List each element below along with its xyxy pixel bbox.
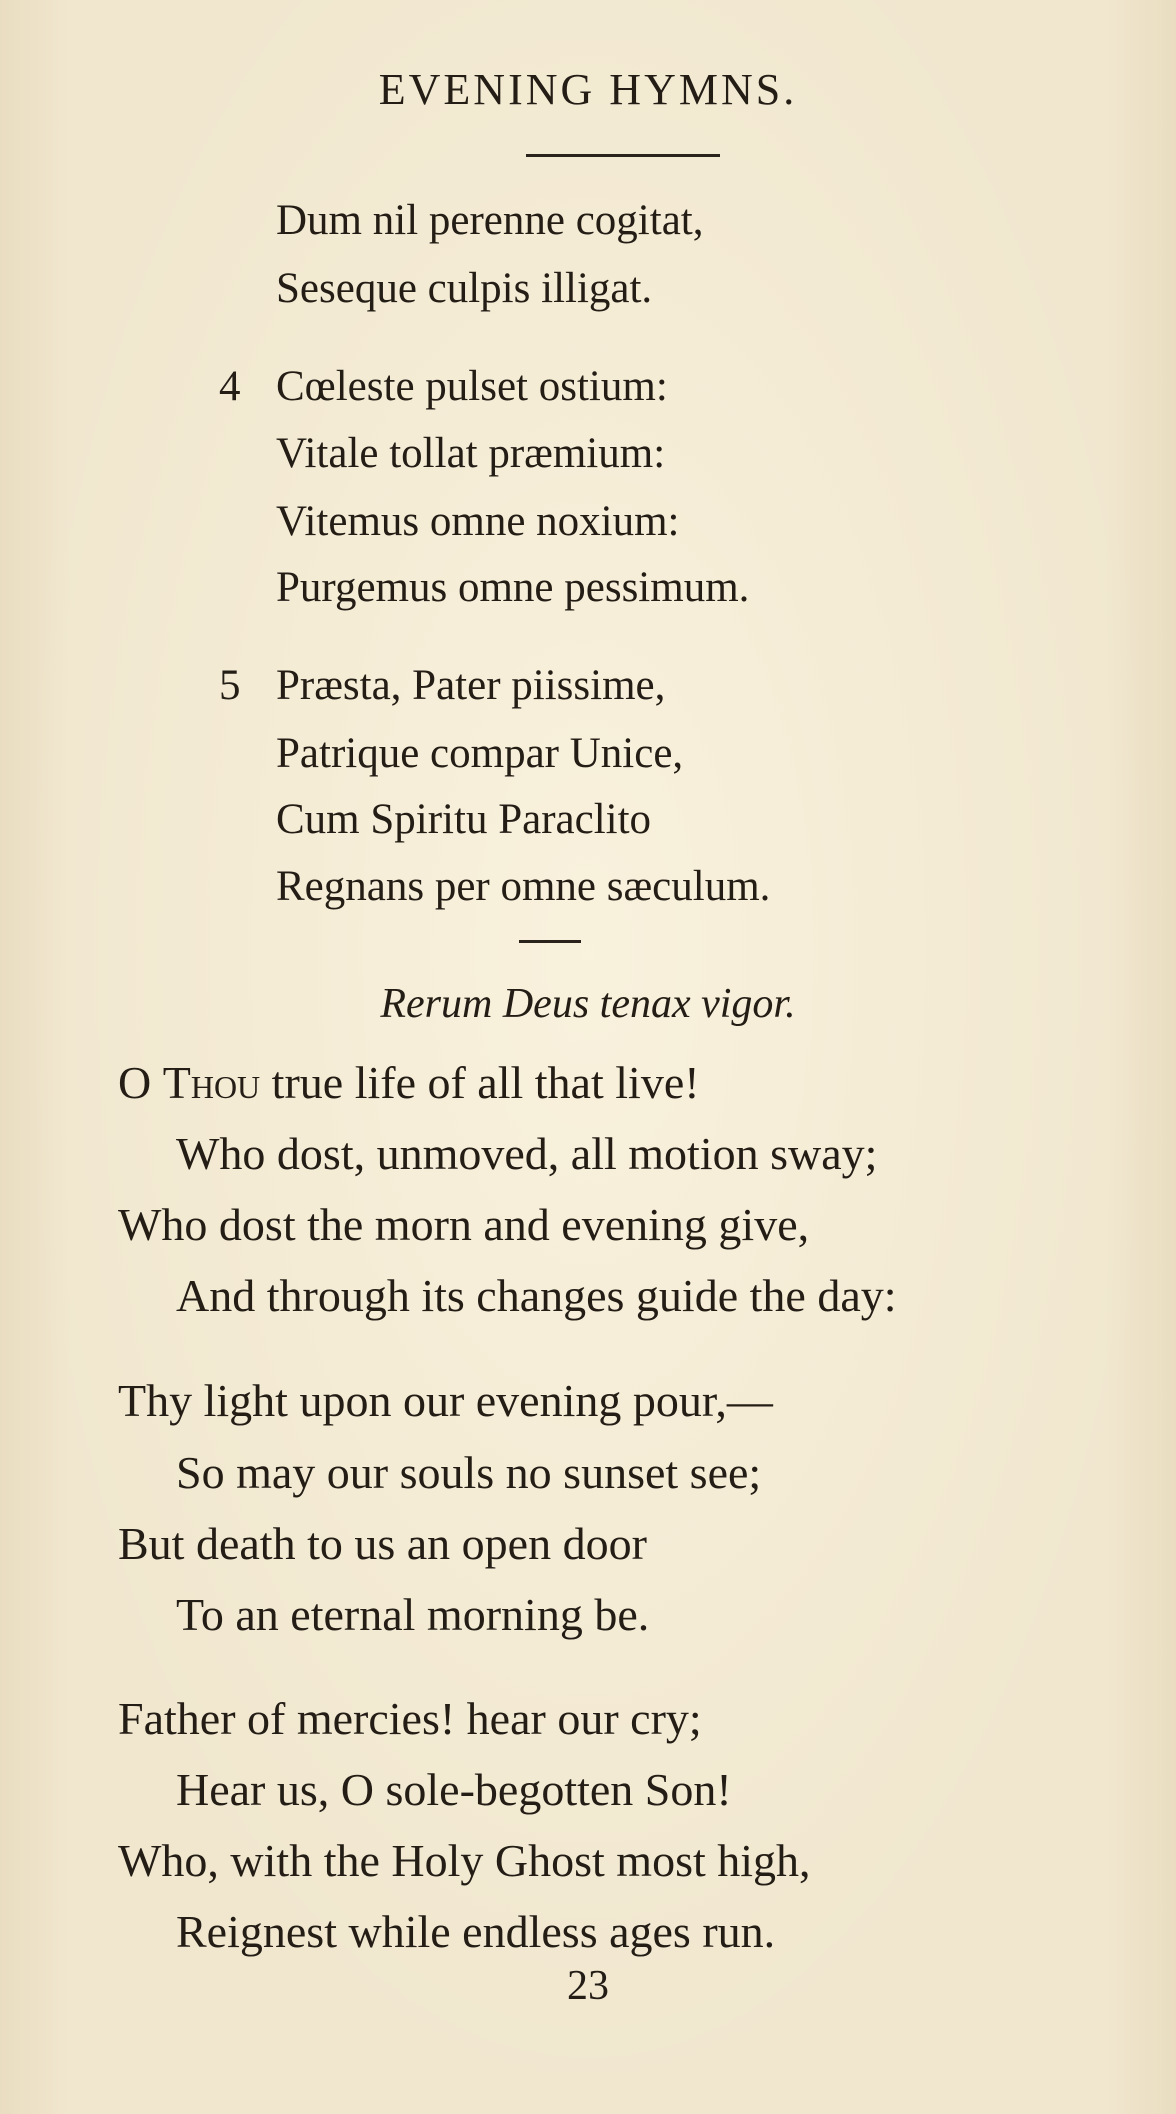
hymn-title: Rerum Deus tenax vigor. [380, 981, 796, 1027]
latin-line: Dum nil perenne cogitat, [276, 197, 704, 244]
latin-line: Regnans per omne sæculum. [276, 863, 771, 910]
stanza-number: 4 [219, 363, 241, 410]
latin-line: Cœleste pulset ostium: [276, 363, 668, 410]
verse-line: Reignest while endless ages run. [176, 1906, 776, 1957]
verse-line: Who dost, unmoved, all motion sway; [176, 1128, 878, 1179]
page-number: 23 [567, 1963, 609, 2009]
stanza-number: 5 [219, 662, 241, 709]
verse-line: Father of mercies! hear our cry; [118, 1693, 702, 1744]
verse-line: So may our souls no sunset see; [176, 1447, 762, 1498]
latin-line: Vitemus omne noxium: [276, 498, 680, 545]
header-rule [526, 154, 720, 157]
opening-rest: true life of all that live! [260, 1057, 700, 1108]
latin-line: Patrique compar Unice, [276, 730, 684, 777]
opening-line [118, 1056, 700, 1109]
section-rule [519, 940, 581, 943]
verse-line: Who dost the morn and evening give, [118, 1199, 810, 1250]
latin-line: Cum Spiritu Paraclito [276, 796, 652, 843]
latin-line: Seseque culpis illigat. [276, 265, 653, 312]
verse-line: Thy light upon our evening pour,— [118, 1375, 773, 1426]
verse-line: Hear us, O sole-begotten Son! [176, 1764, 732, 1815]
latin-line: Præsta, Pater piissime, [276, 662, 666, 709]
running-header: EVENING HYMNS. [378, 65, 798, 114]
verse-line: But death to us an open door [118, 1518, 647, 1569]
latin-line: Purgemus omne pessimum. [276, 564, 750, 611]
opening-small-caps: Thou [162, 1057, 261, 1108]
latin-line: Vitale tollat præmium: [276, 430, 666, 477]
verse-line: Who, with the Holy Ghost most high, [118, 1835, 811, 1886]
verse-line: And through its changes guide the day: [176, 1270, 897, 1321]
opening-word: O [118, 1057, 163, 1108]
verse-line: To an eternal morning be. [176, 1589, 650, 1640]
